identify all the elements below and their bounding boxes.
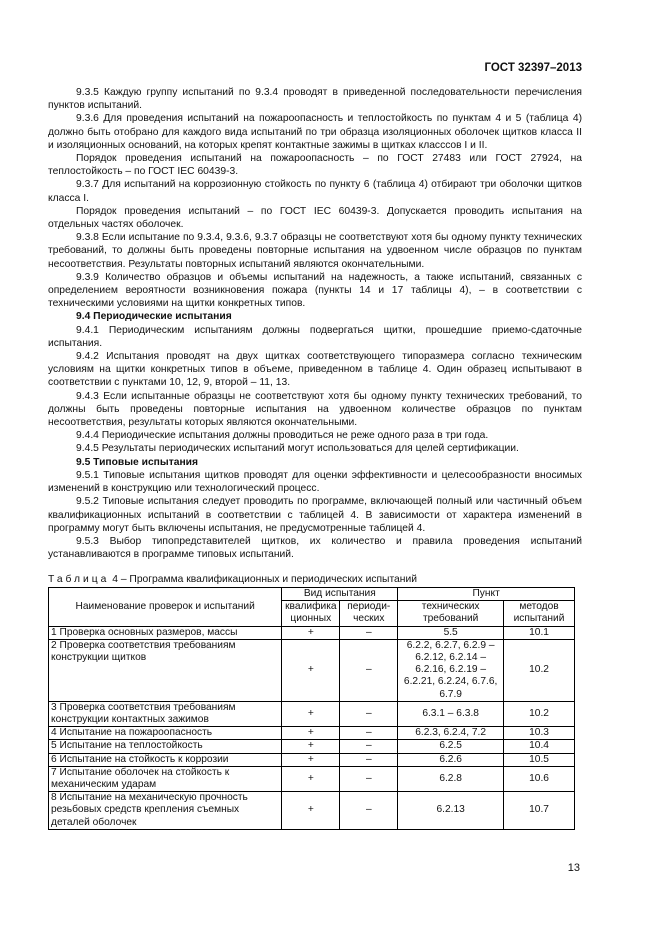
cell-method: 10.3 bbox=[504, 727, 575, 740]
table-row bbox=[49, 639, 575, 701]
paragraph: 9.5.1 Типовые испытания щитков проводят для оценки эффективности и целесообразности вносимых изменений в конструкцию или технологический процесс. bbox=[48, 469, 582, 495]
table-caption-text: 4 – Программа квалификационных и периодических испытаний bbox=[112, 574, 417, 585]
cell-period: – bbox=[340, 727, 398, 740]
cell-method: 10.5 bbox=[504, 753, 575, 766]
paragraph: 9.4.1 Периодическим испытаниям должны подвергаться щитки, прошедшие приемо-сдаточные испытания. bbox=[48, 324, 582, 349]
paragraph: 9.3.7 Для испытаний на коррозионную стойкость по пункту 6 (таблица 4) отбирают три оболочки щитков класса I. bbox=[48, 179, 582, 204]
paragraph: 9.4.5 Результаты периодических испытаний могут использоваться для целей сертификации. bbox=[76, 443, 519, 455]
cell-period: – bbox=[340, 792, 398, 830]
cell-qual: + bbox=[282, 727, 340, 740]
cell-tech: 6.3.1 – 6.3.8 bbox=[398, 701, 504, 726]
cell-tech: 6.2.6 bbox=[398, 753, 504, 766]
cell-name: 4 Испытание на пожароопасность bbox=[49, 727, 282, 740]
cell-tech: 6.2.5 bbox=[398, 740, 504, 753]
cell-qual: + bbox=[282, 639, 340, 701]
cell-tech: 6.2.3, 6.2.4, 7.2 bbox=[398, 727, 504, 740]
paragraph: 9.4.3 Если испытанные образцы не соответствуют хотя бы одному пункту технических требований, то должны быть проведены повторные испытания на удвоенном количестве образцов по пунктам несоответствия, результаты которых являются окончательными. bbox=[48, 390, 582, 429]
table-row bbox=[49, 701, 575, 726]
cell-tech: 6.2.13 bbox=[398, 792, 504, 830]
paragraph: Порядок проведения испытаний – по ГОСТ IEC 60439-3. Допускается проводить испытания на отдельных частях оболочек. bbox=[48, 205, 582, 231]
table-row bbox=[49, 626, 575, 639]
cell-name: 1 Проверка основных размеров, массы bbox=[49, 626, 282, 639]
table-row bbox=[49, 766, 575, 791]
cell-period: – bbox=[340, 740, 398, 753]
header-test-methods: методов испытаний bbox=[504, 601, 575, 626]
document-header: ГОСТ 32397–2013 bbox=[484, 62, 582, 74]
header-point: Пункт bbox=[398, 588, 575, 601]
table-row bbox=[49, 792, 575, 830]
cell-method: 10.7 bbox=[504, 792, 575, 830]
cell-period: – bbox=[340, 626, 398, 639]
cell-qual: + bbox=[282, 792, 340, 830]
page-number: 13 bbox=[567, 862, 580, 874]
cell-method: 10.4 bbox=[504, 740, 575, 753]
cell-method: 10.2 bbox=[504, 701, 575, 726]
cell-method: 10.6 bbox=[504, 766, 575, 791]
cell-qual: + bbox=[282, 626, 340, 639]
paragraph: 9.4.2 Испытания проводят на двух щитках соответствующего типоразмера согласно техническим условиям на щитки конкретных типов в объеме, приведенном в таблице 4. Один образец испытывают в соответствии с пунктами 10, 12, 9, второй – 11, 13. bbox=[48, 351, 582, 389]
table-row bbox=[49, 727, 575, 740]
header-qualification: квалифика ционных bbox=[282, 601, 340, 626]
cell-method: 10.1 bbox=[504, 626, 575, 639]
header-tech-requirements: технических требований bbox=[398, 601, 504, 626]
table-row bbox=[49, 753, 575, 766]
paragraph: 9.5.2 Типовые испытания следует проводить по программе, включающей полный или частичный объем квалификационных испытаний в соответствии с таблицей 4. В зависимости от характера изменений в программу могут быть включены испытания, не предусмотренные таблицей 4. bbox=[48, 496, 582, 534]
cell-tech: 6.2.2, 6.2.7, 6.2.9 – 6.2.12, 6.2.14 – 6.2.16, 6.2.19 – 6.2.21, 6.2.24, 6.7.6, 6.7.9 bbox=[398, 639, 504, 701]
cell-tech: 5.5 bbox=[398, 626, 504, 639]
cell-name: 3 Проверка соответствия требованиям конструкции контактных зажимов bbox=[49, 701, 282, 726]
cell-name: 2 Проверка соответствия требованиям конструкции щитков bbox=[49, 639, 282, 701]
paragraph: Порядок проведения испытаний на пожароопасность – по ГОСТ 27483 или ГОСТ 27924, на теплостойкость – по ГОСТ IEC 60439-3. bbox=[48, 153, 582, 178]
cell-name: 8 Испытание на механическую прочность резьбовых средств крепления съемных деталей оболочек bbox=[49, 792, 282, 830]
cell-period: – bbox=[340, 753, 398, 766]
paragraph: 9.3.6 Для проведения испытаний на пожароопасность и теплостойкость по пунктам 4 и 5 (таблица 4) должно быть отобрано для каждого вида испытаний по три образца изоляционных оболочек щитков класса II и изоляционных оснований, на которых крепят контактные зажимы в щитках классcов I и II. bbox=[48, 113, 582, 151]
paragraph: 9.3.8 Если испытание по 9.3.4, 9.3.6, 9.3.7 образцы не соответствуют хотя бы одному пункту технических требований, то должны быть проведены повторные испытания на удвоенном числе образцов по пунктам несоответствия. Результаты повторных испытаний являются окончательными. bbox=[48, 232, 582, 270]
section-heading: 9.4 Периодические испытания bbox=[76, 311, 232, 323]
table-caption-word: Таблица bbox=[48, 574, 110, 585]
cell-name: 5 Испытание на теплостойкость bbox=[49, 740, 282, 753]
header-periodic: периоди- ческих bbox=[340, 601, 398, 626]
table-row bbox=[49, 740, 575, 753]
test-program-table bbox=[48, 587, 575, 830]
cell-tech: 6.2.8 bbox=[398, 766, 504, 791]
section-heading: 9.5 Типовые испытания bbox=[76, 456, 199, 468]
cell-period: – bbox=[340, 639, 398, 701]
cell-qual: + bbox=[282, 701, 340, 726]
header-test-kind: Вид испытания bbox=[282, 588, 398, 601]
paragraph: 9.5.3 Выбор типопредставителей щитков, их количество и правила проведения испытаний устанавливаются в программе типовых испытаний. bbox=[48, 535, 582, 561]
cell-period: – bbox=[340, 766, 398, 791]
cell-name: 7 Испытание оболочек на стойкость к механическим ударам bbox=[49, 766, 282, 791]
cell-qual: + bbox=[282, 753, 340, 766]
body-text bbox=[48, 86, 582, 561]
cell-qual: + bbox=[282, 740, 340, 753]
paragraph: 9.3.5 Каждую группу испытаний по 9.3.4 проводят в приведенной последовательности перечисления пунктов испытаний. bbox=[48, 87, 582, 112]
table-caption bbox=[48, 574, 417, 585]
cell-period: – bbox=[340, 701, 398, 726]
cell-qual: + bbox=[282, 766, 340, 791]
paragraph: 9.4.4 Периодические испытания должны проводиться не реже одного раза в три года. bbox=[76, 430, 489, 442]
cell-name: 6 Испытание на стойкость к коррозии bbox=[49, 753, 282, 766]
header-name: Наименование проверок и испытаний bbox=[49, 588, 282, 627]
paragraph: 9.3.9 Количество образцов и объемы испытаний на надежность, а также испытаний, связанных с определением вероятности возникновения пожара (пункты 14 и 17 таблицы 4), – в соответствии с техническими условиями на щитки конкретных типов. bbox=[48, 271, 582, 310]
cell-method: 10.2 bbox=[504, 639, 575, 701]
